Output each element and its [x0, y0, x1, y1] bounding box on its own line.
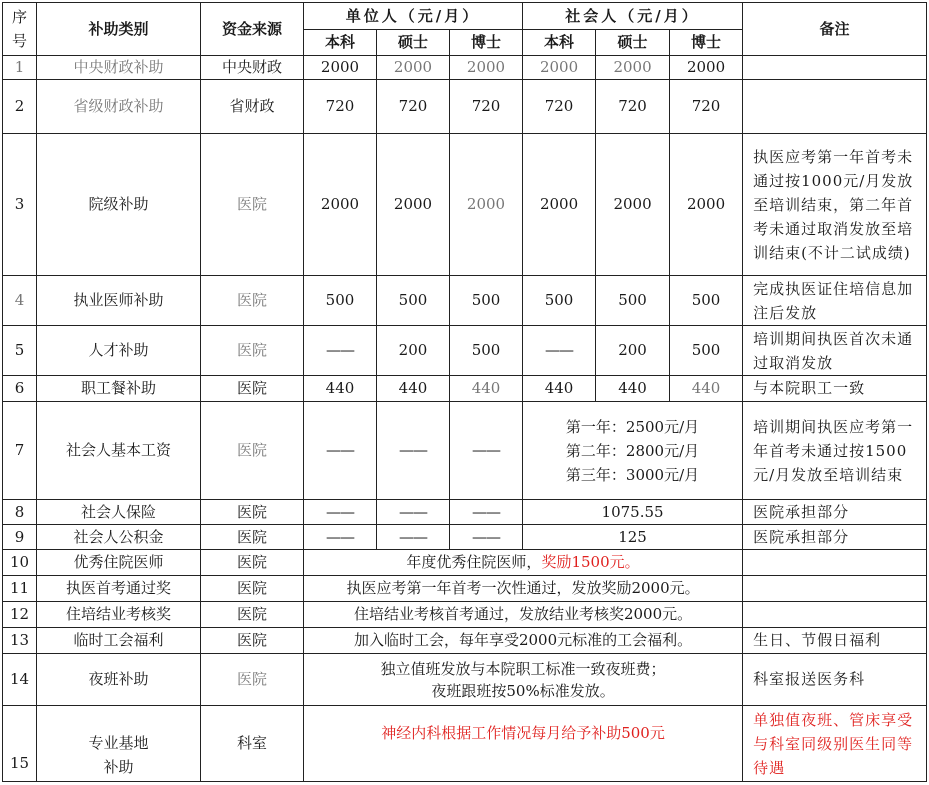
- header-unit-doctor: 博士: [450, 30, 523, 56]
- category-line-1: 专业基地: [88, 733, 149, 752]
- cell-social-doctor: 440: [670, 376, 743, 402]
- cell-unit-bachelor: ——: [304, 402, 377, 500]
- row-no: 11: [3, 576, 37, 602]
- row-remark: 与本院职工一致: [743, 376, 927, 402]
- cell-unit-doctor: 2000: [450, 56, 523, 80]
- night-shift-line-2: 夜班跟班按50%标准发放。: [431, 681, 615, 700]
- cell-unit-doctor: 2000: [450, 134, 523, 276]
- cell-unit-doctor: ——: [450, 525, 523, 550]
- row-category: [37, 706, 201, 782]
- cell-social-bachelor: 2000: [523, 56, 596, 80]
- cell-unit-bachelor: 2000: [304, 56, 377, 80]
- row-source: 省财政: [201, 80, 304, 134]
- row-remark: [743, 550, 927, 576]
- cell-social-master: 440: [596, 376, 670, 402]
- row-no: 7: [3, 402, 37, 500]
- row-source: 中央财政: [201, 56, 304, 80]
- row-remark: [743, 602, 927, 628]
- table-row: [3, 576, 927, 602]
- row-category: 中央财政补助: [37, 56, 201, 80]
- row-no: 14: [3, 654, 37, 706]
- row-source: 医院: [201, 628, 304, 654]
- table-row: [3, 525, 927, 550]
- cell-social-insurance: 1075.55: [523, 500, 743, 525]
- row-remark: [743, 576, 927, 602]
- row-category: 执医首考通过奖: [37, 576, 201, 602]
- table-row: [3, 602, 927, 628]
- merged-description: 加入临时工会，每年享受2000元标准的工会福利。: [304, 628, 743, 654]
- row-source: 医院: [201, 550, 304, 576]
- row-remark: 执医应考第一年首考未通过按1000元/月发放至培训结束，第二年首考未通过取消发放至培训结束(不计二试成绩): [743, 134, 927, 276]
- row-category: 省级财政补助: [37, 80, 201, 134]
- cell-unit-master: ——: [377, 500, 450, 525]
- cell-unit-master: 200: [377, 326, 450, 376]
- row-remark: 医院承担部分: [743, 525, 927, 550]
- row-category: 优秀住院医师: [37, 550, 201, 576]
- header-unit-bachelor: 本科: [304, 30, 377, 56]
- cell-unit-master: 720: [377, 80, 450, 134]
- description-text: 年度优秀住院医师，: [406, 553, 542, 571]
- row-category: 临时工会福利: [37, 628, 201, 654]
- row-remark: 生日、节假日福利: [743, 628, 927, 654]
- row-no: 8: [3, 500, 37, 525]
- row-category: 人才补助: [37, 326, 201, 376]
- cell-social-bachelor: 720: [523, 80, 596, 134]
- table-row: [3, 402, 927, 500]
- cell-unit-master: ——: [377, 525, 450, 550]
- cell-unit-master: 2000: [377, 134, 450, 276]
- row-source: 医院: [201, 576, 304, 602]
- row-category: 夜班补助: [37, 654, 201, 706]
- row-no: 10: [3, 550, 37, 576]
- cell-unit-doctor: 500: [450, 326, 523, 376]
- row-remark: [743, 56, 927, 80]
- table-row: [3, 550, 927, 576]
- merged-description: [304, 550, 743, 576]
- row-source: 医院: [201, 402, 304, 500]
- merged-description: 住培结业考核首考通过，发放结业考核奖2000元。: [304, 602, 743, 628]
- cell-unit-doctor: 720: [450, 80, 523, 134]
- salary-year-2: 第二年：2800元/月: [565, 441, 700, 460]
- row-no: 5: [3, 326, 37, 376]
- table-row: [3, 376, 927, 402]
- header-social-doctor: 博士: [670, 30, 743, 56]
- row-category: 职工餐补助: [37, 376, 201, 402]
- merged-description: 神经内科根据工作情况每月给予补助500元: [304, 706, 743, 782]
- row-remark: [743, 80, 927, 134]
- cell-social-doctor: 500: [670, 326, 743, 376]
- table-row: [3, 326, 927, 376]
- row-source: 医院: [201, 376, 304, 402]
- row-category: 社会人基本工资: [37, 402, 201, 500]
- row-category: 社会人保险: [37, 500, 201, 525]
- cell-unit-bachelor: ——: [304, 525, 377, 550]
- cell-unit-bachelor: 440: [304, 376, 377, 402]
- cell-unit-doctor: ——: [450, 500, 523, 525]
- row-source: 医院: [201, 326, 304, 376]
- cell-social-doctor: 720: [670, 80, 743, 134]
- salary-year-1: 第一年：2500元/月: [565, 417, 700, 436]
- row-remark: 单独值夜班、管床享受与科室同级别医生同等待遇: [743, 706, 927, 782]
- subsidy-table: [2, 2, 927, 782]
- table-row: [3, 56, 927, 80]
- row-source: 医院: [201, 525, 304, 550]
- cell-social-bachelor: 2000: [523, 134, 596, 276]
- row-no: 12: [3, 602, 37, 628]
- header-category: 补助类别: [37, 3, 201, 56]
- cell-unit-master: ——: [377, 402, 450, 500]
- row-remark: 科室报送医务科: [743, 654, 927, 706]
- row-no: 2: [3, 80, 37, 134]
- header-source: 资金来源: [201, 3, 304, 56]
- salary-year-3: 第三年：3000元/月: [565, 465, 700, 484]
- night-shift-line-1: 独立值班发放与本院职工标准一致夜班费；: [380, 659, 666, 678]
- cell-social-bachelor: 440: [523, 376, 596, 402]
- merged-description: [304, 654, 743, 706]
- table-row: [3, 654, 927, 706]
- cell-unit-doctor: ——: [450, 402, 523, 500]
- row-no: 9: [3, 525, 37, 550]
- cell-unit-doctor: 440: [450, 376, 523, 402]
- table-row: [3, 628, 927, 654]
- category-line-2: 补助: [103, 757, 134, 776]
- cell-social-bachelor: 500: [523, 276, 596, 326]
- row-source: 科室: [201, 706, 304, 782]
- header-unit-master: 硕士: [377, 30, 450, 56]
- cell-unit-doctor: 500: [450, 276, 523, 326]
- header-social-master: 硕士: [596, 30, 670, 56]
- row-source: 医院: [201, 602, 304, 628]
- row-remark: 培训期间执医应考第一年首考未通过按1500元/月发放至培训结束: [743, 402, 927, 500]
- row-source: 医院: [201, 654, 304, 706]
- header-unit-person: 单位人（元/月）: [304, 3, 523, 30]
- table-row: [3, 80, 927, 134]
- cell-social-master: 2000: [596, 56, 670, 80]
- row-source: 医院: [201, 134, 304, 276]
- row-no: 6: [3, 376, 37, 402]
- header-seq: 序号: [3, 3, 37, 56]
- header-social-person: 社会人（元/月）: [523, 3, 743, 30]
- header-remark: 备注: [743, 3, 927, 56]
- row-no: 1: [3, 56, 37, 80]
- row-remark: 培训期间执医首次未通过取消发放: [743, 326, 927, 376]
- cell-social-salary: [523, 402, 743, 500]
- row-category: 执业医师补助: [37, 276, 201, 326]
- award-text: 奖励1500元。: [541, 553, 640, 571]
- cell-social-master: 2000: [596, 134, 670, 276]
- cell-social-doctor: 500: [670, 276, 743, 326]
- cell-unit-bachelor: ——: [304, 500, 377, 525]
- cell-unit-master: 2000: [377, 56, 450, 80]
- cell-social-master: 720: [596, 80, 670, 134]
- cell-unit-bachelor: 500: [304, 276, 377, 326]
- row-category: 社会人公积金: [37, 525, 201, 550]
- cell-social-doctor: 2000: [670, 56, 743, 80]
- cell-unit-bachelor: 720: [304, 80, 377, 134]
- row-category: 院级补助: [37, 134, 201, 276]
- cell-unit-bachelor: ——: [304, 326, 377, 376]
- cell-social-doctor: 2000: [670, 134, 743, 276]
- header-social-bachelor: 本科: [523, 30, 596, 56]
- row-source: 医院: [201, 500, 304, 525]
- row-no: 15: [3, 706, 37, 782]
- row-category: 住培结业考核奖: [37, 602, 201, 628]
- row-source: 医院: [201, 276, 304, 326]
- cell-social-master: 200: [596, 326, 670, 376]
- merged-description: 执医应考第一年首考一次性通过，发放奖励2000元。: [304, 576, 743, 602]
- table-row: [3, 276, 927, 326]
- row-no: 13: [3, 628, 37, 654]
- row-no: 3: [3, 134, 37, 276]
- cell-unit-master: 500: [377, 276, 450, 326]
- row-remark: 医院承担部分: [743, 500, 927, 525]
- cell-unit-master: 440: [377, 376, 450, 402]
- row-no: 4: [3, 276, 37, 326]
- row-remark: 完成执医证住培信息加注后发放: [743, 276, 927, 326]
- cell-social-master: 500: [596, 276, 670, 326]
- table-row: [3, 134, 927, 276]
- table-row: [3, 706, 927, 782]
- table-row: [3, 500, 927, 525]
- cell-unit-bachelor: 2000: [304, 134, 377, 276]
- cell-social-bachelor: ——: [523, 326, 596, 376]
- cell-social-housing-fund: 125: [523, 525, 743, 550]
